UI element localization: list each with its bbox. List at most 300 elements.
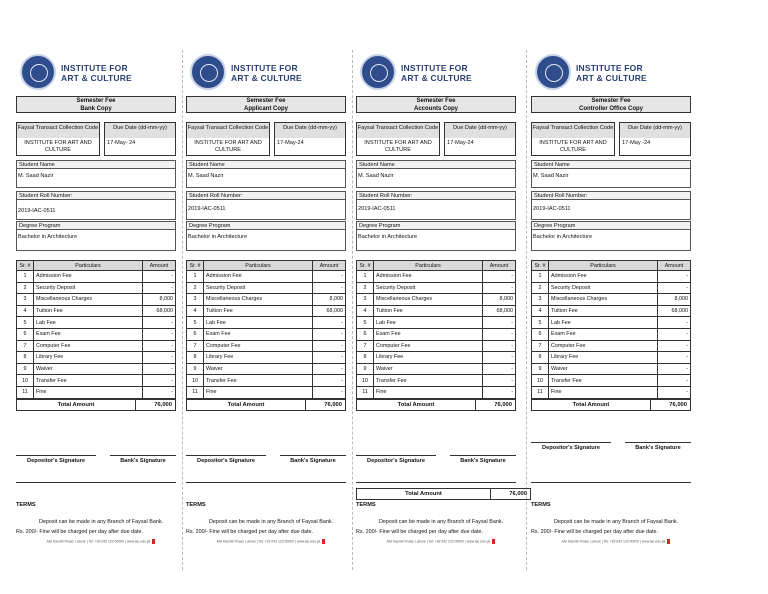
fee-sr: 5 bbox=[187, 317, 204, 329]
dashed-separator bbox=[352, 50, 353, 570]
collection-code-label: Faysal Transact Collection Code bbox=[357, 123, 439, 138]
fee-sr: 7 bbox=[187, 340, 204, 352]
fee-amount: 68,000 bbox=[483, 305, 516, 317]
depositor-signature: Depositor's Signature bbox=[186, 455, 266, 464]
collection-code-label: Faysal Transact Collection Code bbox=[532, 123, 614, 138]
fee-title: Semester Fee bbox=[591, 98, 631, 104]
fee-amount: - bbox=[658, 363, 691, 375]
institute-name-line1: INSTITUTE FOR bbox=[61, 63, 128, 73]
fee-item: Exam Fee bbox=[204, 328, 313, 340]
fee-sr: 5 bbox=[17, 317, 34, 329]
fee-table bbox=[356, 260, 516, 399]
collection-code-box bbox=[16, 122, 100, 156]
total-amount-row bbox=[16, 399, 176, 411]
slip-header bbox=[356, 96, 516, 113]
footer-address bbox=[356, 539, 526, 544]
student-name-label: Student Name bbox=[16, 160, 176, 169]
fee-amount: - bbox=[143, 317, 176, 329]
amount-header: Amount bbox=[483, 261, 516, 271]
fee-title: Semester Fee bbox=[416, 98, 456, 104]
fee-sr: 9 bbox=[187, 363, 204, 375]
copy-label: Controller Office Copy bbox=[578, 106, 643, 112]
fee-sr: 9 bbox=[532, 363, 549, 375]
fee-amount: - bbox=[313, 352, 346, 364]
fee-row bbox=[357, 375, 516, 387]
fee-item: Waiver bbox=[34, 363, 143, 375]
institute-name-line2: ART & CULTURE bbox=[576, 73, 647, 83]
collection-code-value: INSTITUTE FOR ART AND CULTURE bbox=[364, 140, 432, 153]
bank-signature: Bank's Signature bbox=[450, 455, 516, 464]
fee-sr: 11 bbox=[17, 386, 34, 398]
roll-number-label: Student Roll Number: bbox=[356, 191, 516, 200]
fee-item: Transfer Fee bbox=[374, 375, 483, 387]
fee-item: Admission Fee bbox=[204, 271, 313, 283]
terms-rule bbox=[16, 482, 176, 483]
total-amount-label: Total Amount bbox=[532, 400, 651, 410]
fee-sr: 4 bbox=[532, 305, 549, 317]
fee-item: Tuition Fee bbox=[34, 305, 143, 317]
terms-heading: TERMS bbox=[356, 502, 376, 508]
fee-item: Miscellaneous Charges bbox=[204, 294, 313, 306]
fee-sr: 11 bbox=[532, 386, 549, 398]
controller-total-row bbox=[356, 488, 531, 500]
total-amount-value: 76,000 bbox=[494, 402, 512, 408]
degree-program-label: Degree Program bbox=[16, 221, 176, 230]
collection-code-value: INSTITUTE FOR ART AND CULTURE bbox=[24, 140, 92, 153]
fee-item: Tuition Fee bbox=[204, 305, 313, 317]
fee-row bbox=[187, 363, 346, 375]
copy-label: Bank Copy bbox=[80, 106, 112, 112]
institute-name-line2: ART & CULTURE bbox=[61, 73, 132, 83]
fee-amount: - bbox=[658, 386, 691, 398]
bank-signature: Bank's Signature bbox=[625, 442, 691, 451]
fee-amount: - bbox=[143, 363, 176, 375]
degree-program-value: Bachelor in Architecture bbox=[533, 234, 593, 240]
terms-line1: Deposit can be made in any Branch of Faysal Bank. bbox=[208, 519, 334, 525]
fee-row bbox=[17, 363, 176, 375]
fee-row bbox=[357, 282, 516, 294]
terms-rule bbox=[356, 482, 516, 483]
terms-heading: TERMS bbox=[16, 502, 36, 508]
fee-item: Tuition Fee bbox=[549, 305, 658, 317]
fee-row bbox=[187, 352, 346, 364]
terms-line1: Deposit can be made in any Branch of Faysal Bank. bbox=[38, 519, 164, 525]
degree-program-label: Degree Program bbox=[356, 221, 516, 230]
collection-code-box bbox=[531, 122, 615, 156]
fee-item: Waiver bbox=[374, 363, 483, 375]
fee-item: Exam Fee bbox=[549, 328, 658, 340]
fee-amount: - bbox=[483, 340, 516, 352]
due-date-value: 17-May- 24 bbox=[107, 140, 136, 146]
fee-item: Fine bbox=[34, 386, 143, 398]
fee-amount: - bbox=[313, 271, 346, 283]
terms-heading: TERMS bbox=[186, 502, 206, 508]
fee-sr: 1 bbox=[187, 271, 204, 283]
degree-program-value: Bachelor in Architecture bbox=[358, 234, 418, 240]
institute-logo bbox=[188, 54, 350, 92]
due-date-box bbox=[619, 122, 691, 156]
student-name-value: M. Saad Nazir bbox=[18, 173, 54, 179]
amount-header: Amount bbox=[313, 261, 346, 271]
degree-program-value: Bachelor in Architecture bbox=[18, 234, 78, 240]
fee-sr: 6 bbox=[357, 328, 374, 340]
fee-sr: 8 bbox=[17, 352, 34, 364]
fee-amount: - bbox=[313, 386, 346, 398]
fee-amount: - bbox=[658, 352, 691, 364]
fee-title: Semester Fee bbox=[246, 98, 286, 104]
fee-sr: 2 bbox=[532, 282, 549, 294]
particulars-header: Particulars bbox=[374, 261, 483, 271]
terms-rule bbox=[186, 482, 346, 483]
fee-sr: 8 bbox=[532, 352, 549, 364]
fee-sr: 3 bbox=[17, 294, 34, 306]
fee-item: Lab Fee bbox=[34, 317, 143, 329]
flag-icon bbox=[667, 539, 670, 544]
due-date-label: Due Date (dd-mm-yy) bbox=[445, 123, 515, 138]
particulars-header: Particulars bbox=[34, 261, 143, 271]
address-text: Alvi Kasmiri Road, Lahore | Tel: +92 042 123 00000 | www.iac.edu.pk bbox=[216, 539, 321, 544]
fee-amount: - bbox=[143, 352, 176, 364]
fee-slip bbox=[531, 50, 691, 570]
fee-row bbox=[17, 340, 176, 352]
fee-row bbox=[532, 282, 691, 294]
fee-sr: 2 bbox=[187, 282, 204, 294]
flag-icon bbox=[322, 539, 325, 544]
fee-row bbox=[532, 386, 691, 398]
fee-sr: 4 bbox=[357, 305, 374, 317]
dashed-separator bbox=[182, 50, 183, 570]
total-amount-value: 76,000 bbox=[509, 491, 527, 497]
address-text: Alvi Kasmiri Road, Lahore | Tel: +92 042 123 00000 | www.iac.edu.pk bbox=[561, 539, 666, 544]
institute-logo bbox=[358, 54, 520, 92]
terms-rule bbox=[531, 482, 691, 483]
fee-item: Library Fee bbox=[34, 352, 143, 364]
fee-slip bbox=[356, 50, 527, 570]
fee-sr: 10 bbox=[187, 375, 204, 387]
degree-program-value: Bachelor in Architecture bbox=[188, 234, 248, 240]
collection-code-box bbox=[186, 122, 270, 156]
institute-seal-icon bbox=[360, 54, 396, 90]
fee-row bbox=[357, 305, 516, 317]
fee-sr: 3 bbox=[187, 294, 204, 306]
institute-name-line1: INSTITUTE FOR bbox=[231, 63, 298, 73]
due-date-value: 17-May -24 bbox=[622, 140, 651, 146]
fee-item: Admission Fee bbox=[374, 271, 483, 283]
fee-sr: 7 bbox=[357, 340, 374, 352]
fee-item: Security Deposit bbox=[204, 282, 313, 294]
fee-row bbox=[187, 375, 346, 387]
fee-row bbox=[357, 271, 516, 283]
institute-name-line2: ART & CULTURE bbox=[401, 73, 472, 83]
due-date-label: Due Date (dd-mm-yy) bbox=[105, 123, 175, 138]
fee-row bbox=[17, 375, 176, 387]
fee-item: Waiver bbox=[204, 363, 313, 375]
bank-signature: Bank's Signature bbox=[280, 455, 346, 464]
fee-item: Computer Fee bbox=[374, 340, 483, 352]
fee-amount: - bbox=[483, 271, 516, 283]
institute-logo bbox=[18, 54, 180, 92]
fee-item: Tuition Fee bbox=[374, 305, 483, 317]
particulars-header: Particulars bbox=[204, 261, 313, 271]
fee-item: Security Deposit bbox=[34, 282, 143, 294]
fee-item: Lab Fee bbox=[549, 317, 658, 329]
fee-sr: 9 bbox=[17, 363, 34, 375]
depositor-signature: Depositor's Signature bbox=[356, 455, 436, 464]
fee-sr: 11 bbox=[187, 386, 204, 398]
fee-item: Security Deposit bbox=[549, 282, 658, 294]
fee-sr: 6 bbox=[187, 328, 204, 340]
fee-row bbox=[357, 386, 516, 398]
fee-item: Security Deposit bbox=[374, 282, 483, 294]
fee-item: Miscellaneous Charges bbox=[34, 294, 143, 306]
fee-sr: 11 bbox=[357, 386, 374, 398]
fee-item: Fine bbox=[549, 386, 658, 398]
fee-item: Transfer Fee bbox=[34, 375, 143, 387]
fee-item: Library Fee bbox=[374, 352, 483, 364]
fee-item: Admission Fee bbox=[549, 271, 658, 283]
due-date-value: 17-May-24 bbox=[447, 140, 474, 146]
fee-title: Semester Fee bbox=[76, 98, 116, 104]
sr-header: Sr. # bbox=[187, 261, 204, 271]
fee-sr: 2 bbox=[357, 282, 374, 294]
due-date-box bbox=[444, 122, 516, 156]
fee-row bbox=[357, 328, 516, 340]
fee-item: Transfer Fee bbox=[204, 375, 313, 387]
fee-amount: - bbox=[313, 375, 346, 387]
flag-icon bbox=[152, 539, 155, 544]
fee-amount: - bbox=[143, 282, 176, 294]
fee-item: Miscellaneous Charges bbox=[549, 294, 658, 306]
fee-amount: - bbox=[483, 386, 516, 398]
fee-table bbox=[16, 260, 176, 399]
fee-amount: 8,000 bbox=[143, 294, 176, 306]
fee-item: Library Fee bbox=[549, 352, 658, 364]
terms-heading: TERMS bbox=[531, 502, 551, 508]
fee-row bbox=[532, 271, 691, 283]
fee-table-header bbox=[357, 261, 516, 271]
particulars-header: Particulars bbox=[549, 261, 658, 271]
fee-row bbox=[532, 305, 691, 317]
fee-row bbox=[187, 282, 346, 294]
terms-line1: Deposit can be made in any Branch of Faysal Bank. bbox=[378, 519, 504, 525]
fee-sr: 10 bbox=[532, 375, 549, 387]
fee-amount: - bbox=[313, 282, 346, 294]
fee-sr: 9 bbox=[357, 363, 374, 375]
fee-amount: - bbox=[313, 317, 346, 329]
slip-header bbox=[531, 96, 691, 113]
footer-address bbox=[186, 539, 356, 544]
address-text: Alvi Kasmiri Road, Lahore | Tel: +92 042 123 00000 | www.iac.edu.pk bbox=[46, 539, 151, 544]
fee-table-header bbox=[187, 261, 346, 271]
fee-table bbox=[186, 260, 346, 399]
fee-row bbox=[357, 317, 516, 329]
fee-amount: - bbox=[483, 375, 516, 387]
fee-row bbox=[187, 328, 346, 340]
total-amount-row bbox=[531, 399, 691, 411]
total-amount-label: Total Amount bbox=[357, 400, 476, 410]
fee-sr: 2 bbox=[17, 282, 34, 294]
fee-item: Transfer Fee bbox=[549, 375, 658, 387]
fee-item: Library Fee bbox=[204, 352, 313, 364]
fee-row bbox=[532, 328, 691, 340]
fee-sr: 3 bbox=[357, 294, 374, 306]
fee-item: Miscellaneous Charges bbox=[374, 294, 483, 306]
fee-amount: 68,000 bbox=[143, 305, 176, 317]
fee-row bbox=[357, 340, 516, 352]
fee-item: Admission Fee bbox=[34, 271, 143, 283]
fee-sr: 10 bbox=[357, 375, 374, 387]
depositor-signature: Depositor's Signature bbox=[531, 442, 611, 451]
terms-line2: Rs. 200/- Fine will be charged per day after due date. bbox=[186, 529, 314, 535]
collection-code-value: INSTITUTE FOR ART AND CULTURE bbox=[539, 140, 607, 153]
amount-header: Amount bbox=[658, 261, 691, 271]
footer-address bbox=[16, 539, 186, 544]
fee-sr: 1 bbox=[357, 271, 374, 283]
fee-row bbox=[17, 386, 176, 398]
student-name-value: M. Saad Nazir bbox=[188, 173, 224, 179]
fee-sr: 10 bbox=[17, 375, 34, 387]
institute-seal-icon bbox=[20, 54, 56, 90]
total-amount-label: Total Amount bbox=[357, 489, 491, 499]
fee-table bbox=[531, 260, 691, 399]
student-name-value: M. Saad Nazir bbox=[358, 173, 394, 179]
total-amount-value: 76,000 bbox=[154, 402, 172, 408]
institute-seal-icon bbox=[190, 54, 226, 90]
fee-sr: 4 bbox=[187, 305, 204, 317]
fee-item: Computer Fee bbox=[549, 340, 658, 352]
fee-amount: 8,000 bbox=[313, 294, 346, 306]
fee-item: Computer Fee bbox=[204, 340, 313, 352]
fee-sr: 6 bbox=[17, 328, 34, 340]
total-amount-value: 76,000 bbox=[324, 402, 342, 408]
fee-item: Lab Fee bbox=[204, 317, 313, 329]
fee-row bbox=[187, 386, 346, 398]
fee-amount: 8,000 bbox=[658, 294, 691, 306]
fee-sr: 7 bbox=[17, 340, 34, 352]
fee-amount: - bbox=[658, 282, 691, 294]
fee-row bbox=[187, 271, 346, 283]
collection-code-box bbox=[356, 122, 440, 156]
copy-label: Applicant Copy bbox=[243, 106, 288, 112]
fee-amount: - bbox=[483, 317, 516, 329]
degree-program-label: Degree Program bbox=[531, 221, 691, 230]
roll-number-value: 2019-IAC-0511 bbox=[188, 206, 226, 212]
institute-seal-icon bbox=[535, 54, 571, 90]
student-name-label: Student Name bbox=[186, 160, 346, 169]
collection-code-label: Faysal Transact Collection Code bbox=[187, 123, 269, 138]
fee-amount: - bbox=[143, 271, 176, 283]
fee-amount: - bbox=[313, 328, 346, 340]
fee-item: Fine bbox=[204, 386, 313, 398]
address-text: Alvi Kasmiri Road, Lahore | Tel: +92 042 123 00000 | www.iac.edu.pk bbox=[386, 539, 491, 544]
institute-name-line2: ART & CULTURE bbox=[231, 73, 302, 83]
bank-signature: Bank's Signature bbox=[110, 455, 176, 464]
terms-line1: Deposit can be made in any Branch of Faysal Bank. bbox=[553, 519, 679, 525]
sr-header: Sr. # bbox=[532, 261, 549, 271]
sr-header: Sr. # bbox=[17, 261, 34, 271]
fee-row bbox=[532, 340, 691, 352]
fee-row bbox=[532, 352, 691, 364]
sr-header: Sr. # bbox=[357, 261, 374, 271]
total-amount-row bbox=[186, 399, 346, 411]
fee-amount: 8,000 bbox=[483, 294, 516, 306]
amount-header: Amount bbox=[143, 261, 176, 271]
roll-number-label: Student Roll Number: bbox=[16, 191, 176, 200]
fee-amount: - bbox=[658, 271, 691, 283]
fee-row bbox=[187, 317, 346, 329]
fee-table-header bbox=[532, 261, 691, 271]
roll-number-value: 2019-IAC-0511 bbox=[358, 206, 396, 212]
fee-sr: 5 bbox=[532, 317, 549, 329]
fee-amount: - bbox=[658, 375, 691, 387]
institute-name-line1: INSTITUTE FOR bbox=[401, 63, 468, 73]
fee-sr: 6 bbox=[532, 328, 549, 340]
slip-header bbox=[186, 96, 346, 113]
terms-line2: Rs. 200/- Fine will be charged per day after due date. bbox=[531, 529, 659, 535]
fee-amount: - bbox=[143, 340, 176, 352]
depositor-signature: Depositor's Signature bbox=[16, 455, 96, 464]
slip-header bbox=[16, 96, 176, 113]
student-name-value: M. Saad Nazir bbox=[533, 173, 569, 179]
fee-sr: 3 bbox=[532, 294, 549, 306]
fee-row bbox=[187, 340, 346, 352]
student-name-label: Student Name bbox=[531, 160, 691, 169]
fee-amount: 68,000 bbox=[313, 305, 346, 317]
total-amount-value: 76,000 bbox=[669, 402, 687, 408]
fee-item: Fine bbox=[374, 386, 483, 398]
fee-amount: - bbox=[143, 375, 176, 387]
fee-item: Waiver bbox=[549, 363, 658, 375]
institute-logo bbox=[533, 54, 695, 92]
total-amount-label: Total Amount bbox=[187, 400, 306, 410]
fee-amount: - bbox=[483, 328, 516, 340]
fee-sr: 7 bbox=[532, 340, 549, 352]
fee-row bbox=[357, 352, 516, 364]
due-date-box bbox=[274, 122, 346, 156]
roll-number-value: 2019-IAC-0511 bbox=[533, 206, 571, 212]
fee-slip bbox=[186, 50, 346, 570]
roll-number-label: Student Roll Number: bbox=[186, 191, 346, 200]
fee-row bbox=[532, 375, 691, 387]
fee-row bbox=[17, 282, 176, 294]
fee-row bbox=[187, 294, 346, 306]
fee-amount: - bbox=[658, 317, 691, 329]
fee-sr: 8 bbox=[357, 352, 374, 364]
fee-amount: - bbox=[483, 352, 516, 364]
roll-number-value: 2019-IAC-0511 bbox=[18, 208, 56, 214]
flag-icon bbox=[492, 539, 495, 544]
total-amount-row bbox=[356, 399, 516, 411]
roll-number-label: Student Roll Number: bbox=[531, 191, 691, 200]
fee-amount: - bbox=[658, 340, 691, 352]
fee-slip bbox=[16, 50, 176, 570]
fee-sr: 5 bbox=[357, 317, 374, 329]
fee-amount: 68,000 bbox=[658, 305, 691, 317]
copy-label: Accounts Copy bbox=[413, 106, 458, 112]
fee-row bbox=[17, 305, 176, 317]
fee-sr: 4 bbox=[17, 305, 34, 317]
terms-line2: Rs. 200/- Fine will be charged per day after due date. bbox=[16, 529, 144, 535]
fee-row bbox=[17, 271, 176, 283]
student-name-label: Student Name bbox=[356, 160, 516, 169]
collection-code-value: INSTITUTE FOR ART AND CULTURE bbox=[194, 140, 262, 153]
fee-row bbox=[357, 363, 516, 375]
fee-row bbox=[532, 294, 691, 306]
fee-row bbox=[532, 317, 691, 329]
fee-row bbox=[17, 294, 176, 306]
total-amount-label: Total Amount bbox=[17, 400, 136, 410]
degree-program-label: Degree Program bbox=[186, 221, 346, 230]
